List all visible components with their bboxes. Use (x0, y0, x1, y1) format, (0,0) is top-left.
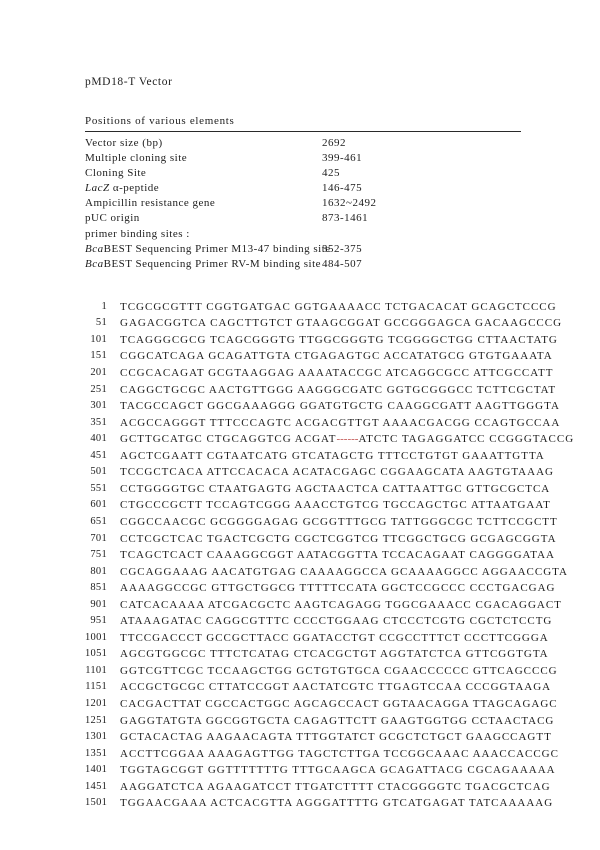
sequence-text: GAGGTATGTA GGCGGTGCTA CAGAGTTCTT GAAGTGGTGG CCTAACTACG (120, 714, 555, 727)
row-label: primer binding sites : (85, 227, 190, 240)
sequence-line (85, 746, 559, 763)
sequence-line-number: 1351 (85, 747, 108, 759)
row-label: LacZ α-peptide (85, 182, 160, 195)
sequence-line (85, 398, 560, 415)
sequence-line (85, 663, 558, 680)
sequence-line (85, 779, 551, 796)
sequence-text: ACCGCTGCGC CTTATCCGGT AACTATCGTC TTGAGTCCAA CCCGGTAAGA (120, 681, 552, 694)
sequence-line (85, 729, 552, 746)
sequence-line (85, 464, 554, 481)
sequence-line-number: 201 (90, 367, 107, 379)
sequence-line-number: 1201 (85, 697, 108, 709)
sequence-text: TCGCGCGTTT CGGTGATGAC GGTGAAAACC TCTGACACAT GCAGCTCCCG (120, 300, 557, 313)
sequence-line (85, 713, 555, 730)
sequence-text: AAGGATCTCA AGAAGATCCT TTGATCTTTT CTACGGGGTC TGACGCTCAG (120, 780, 551, 793)
row-label: BcaBEST Sequencing Primer M13-47 binding site (85, 242, 331, 255)
sequence-text: GGTCGTTCGC TCCAAGCTGG GCTGTGTGCA CGAACCCCCC GTTCAGCCCG (120, 664, 558, 677)
row-label: BcaBEST Sequencing Primer RV-M binding site (85, 257, 322, 270)
sequence-line-number: 551 (90, 482, 107, 494)
sequence-line (85, 630, 549, 647)
table-row (85, 257, 521, 272)
row-value: 146-475 (322, 182, 363, 195)
row-value: 1632~2492 (322, 197, 377, 210)
table-row (85, 151, 521, 166)
row-value: 399-461 (322, 152, 363, 165)
sequence-text: CGGCATCAGA GCAGATTGTA CTGAGAGTGC ACCATATGCG GTGTGAAATA (120, 350, 553, 363)
sequence-text: CGGCCAACGC GCGGGGAGAG GCGGTTTGCG TATTGGGCGC TCTTCCGCTT (120, 515, 558, 528)
sequence-line (85, 762, 556, 779)
sequence-line-number: 301 (90, 400, 107, 412)
sequence-line-number: 1501 (85, 797, 108, 809)
sequence-line (85, 315, 563, 332)
sequence-text: TTCCGACCCT GCCGCTTACC GGATACCTGT CCGCCTTTCT CCCTTCGGGA (120, 631, 549, 644)
sequence-line (85, 679, 552, 696)
row-value: 352-375 (322, 242, 363, 255)
table-row (85, 166, 521, 181)
sequence-text: AAAAGGCCGC GTTGCTGGCG TTTTTCCATA GGCTCCGCCC CCCTGACGAG (120, 582, 556, 595)
row-value: 2692 (322, 137, 346, 149)
sequence-line-number: 1 (101, 300, 107, 312)
row-value: 484-507 (322, 257, 363, 270)
insertion-site-marker: ------ (336, 433, 359, 446)
sequence-line-number: 801 (90, 565, 107, 577)
table-row (85, 196, 521, 211)
sequence-line-number: 1101 (85, 664, 107, 676)
sequence-text: TGGTAGCGGT GGTTTTTTTG TTTGCAAGCA GCAGATTACG CGCAGAAAAA (120, 764, 556, 777)
sequence-text: CCTGGGGTGC CTAATGAGTG AGCTAACTCA CATTAATTGC GTTGCGCTCA (120, 482, 551, 495)
row-label: pUC origin (85, 212, 140, 225)
sequence-line-number: 251 (90, 383, 107, 395)
sequence-line (85, 448, 545, 465)
sequence-line-number: 1001 (85, 631, 108, 643)
sequence-text: TACGCCAGCT GGCGAAAGGG GGATGTGCTG CAAGGCGATT AAGTTGGGTA (120, 400, 560, 413)
sequence-text: CACGACTTAT CGCCACTGGC AGCAGCCACT GGTAACAGGA TTAGCAGAGC (120, 697, 558, 710)
row-label: Cloning Site (85, 167, 147, 180)
sequence-text: TCAGGGCGCG TCAGCGGGTG TTGGCGGGTG TCGGGGCTGG CTTAACTATG (120, 333, 558, 346)
sequence-text: TCAGCTCACT CAAAGGCGGT AATACGGTTA TCCACAGAAT CAGGGGATAA (120, 549, 555, 562)
row-label: Multiple cloning site (85, 152, 188, 165)
sequence-text: TCCGCTCACA ATTCCACACA ACATACGAGC CGGAAGCATA AAGTGTAAAG (120, 466, 554, 479)
sequence-line-number: 901 (90, 598, 107, 610)
row-value (322, 227, 521, 242)
sequence-text: CAGGCTGCGC AACTGTTGGG AAGGGCGATC GGTGCGGGCC TCTTCGCTAT (120, 383, 557, 396)
sequence-line-number: 351 (90, 416, 107, 428)
row-label: Vector size (bp) (85, 137, 163, 149)
sequence-line-number: 1151 (85, 681, 107, 693)
sequence-line (85, 481, 551, 498)
sequence-line (85, 613, 553, 630)
sequence-line-number: 701 (90, 532, 107, 544)
sequence-line (85, 299, 557, 316)
sequence-line-number: 751 (90, 549, 107, 561)
sequence-line (85, 580, 556, 597)
sequence-line-number: 1251 (85, 714, 108, 726)
table-row (85, 211, 521, 226)
sequence-line-number: 601 (90, 499, 107, 511)
sequence-line-number: 101 (90, 333, 107, 345)
row-label: Ampicillin resistance gene (85, 197, 216, 210)
sequence-line (85, 795, 554, 812)
sequence-line-number: 51 (95, 317, 107, 329)
sequence-block (85, 299, 575, 812)
sequence-line (85, 415, 561, 432)
sequence-line (85, 547, 555, 564)
sequence-text: ACGCCAGGGT TTTCCCAGTC ACGACGTTGT AAAACGACGG CCAGTGCCAA (120, 416, 561, 429)
sequence-text: AGCGTGGCGC TTTCTCATAG CTCACGCTGT AGGTATCTCA GTTCGGTGTA (120, 648, 549, 661)
sequence-line (85, 431, 575, 448)
sequence-text: CATCACAAAA ATCGACGCTC AAGTCAGAGG TGGCGAAACC CGACAGGACT (120, 598, 562, 611)
table-row (85, 181, 521, 196)
row-value: 425 (322, 167, 340, 180)
sequence-text: CGCAGGAAAG AACATGTGAG CAAAAGGCCA GCAAAAGGCC AGGAACCGTA (120, 565, 568, 578)
sequence-text: CTGCCCGCTT TCCAGTCGGG AAACCTGTCG TGCCAGCTGC ATTAATGAAT (120, 499, 551, 512)
sequence-line (85, 564, 568, 581)
sequence-line (85, 597, 562, 614)
sequence-line (85, 696, 558, 713)
sequence-line (85, 531, 557, 548)
sequence-text: AGCTCGAATT CGTAATCATG GTCATAGCTG TTTCCTGTGT GAAATTGTTA (120, 449, 545, 462)
table-row (85, 242, 521, 257)
sequence-text: CCTCGCTCAC TGACTCGCTG CGCTCGGTCG TTCGGCTGCG GCGAGCGGTA (120, 532, 557, 545)
sequence-text: CCGCACAGAT GCGTAAGGAG AAAATACCGC ATCAGGCGCC ATTCGCCATT (120, 367, 554, 380)
sequence-text: ACCTTCGGAA AAAGAGTTGG TAGCTCTTGA TCCGGCAAAC AAACCACCGC (120, 747, 559, 760)
sequence-line (85, 497, 551, 514)
sequence-line (85, 348, 553, 365)
sequence-text: TGGAACGAAA ACTCACGTTA AGGGATTTTG GTCATGAGAT TATCAAAAAG (120, 797, 554, 810)
sequence-line-number: 1051 (85, 648, 108, 660)
sequence-line-number: 651 (90, 515, 107, 527)
sequence-line-number: 451 (90, 449, 107, 461)
page-title: pMD18-T Vector (85, 76, 173, 88)
sequence-text: GCTACACTAG AAGAACAGTA TTTGGTATCT GCGCTCTGCT GAAGCCAGTT (120, 731, 552, 744)
row-value: 873-1461 (322, 212, 369, 225)
table-row (85, 227, 521, 242)
sequence-line (85, 514, 558, 531)
sequence-line-number: 951 (90, 615, 107, 627)
sequence-line-number: 851 (90, 582, 107, 594)
sequence-line-number: 151 (90, 350, 107, 362)
elements-table-header: Positions of various elements (85, 115, 521, 132)
elements-table (85, 132, 521, 272)
sequence-line-number: 1451 (85, 780, 108, 792)
table-row (85, 136, 521, 151)
sequence-line (85, 332, 558, 349)
sequence-line-number: 1401 (85, 764, 108, 776)
sequence-line (85, 646, 549, 663)
sequence-line-number: 501 (90, 466, 107, 478)
sequence-line-number: 1301 (85, 731, 108, 743)
sequence-line (85, 382, 557, 399)
sequence-text: GCTTGCATGC CTGCAGGTCG ACGAT------ATCTC TAGAGGATCC CCGGGTACCG (120, 433, 575, 446)
sequence-line-number: 401 (90, 433, 107, 445)
sequence-line (85, 365, 554, 382)
sequence-text: GAGACGGTCA CAGCTTGTCT GTAAGCGGAT GCCGGGAGCA GACAAGCCCG (120, 317, 563, 330)
sequence-text: ATAAAGATAC CAGGCGTTTC CCCCTGGAAG CTCCCTCGTG CGCTCTCCTG (120, 615, 553, 628)
